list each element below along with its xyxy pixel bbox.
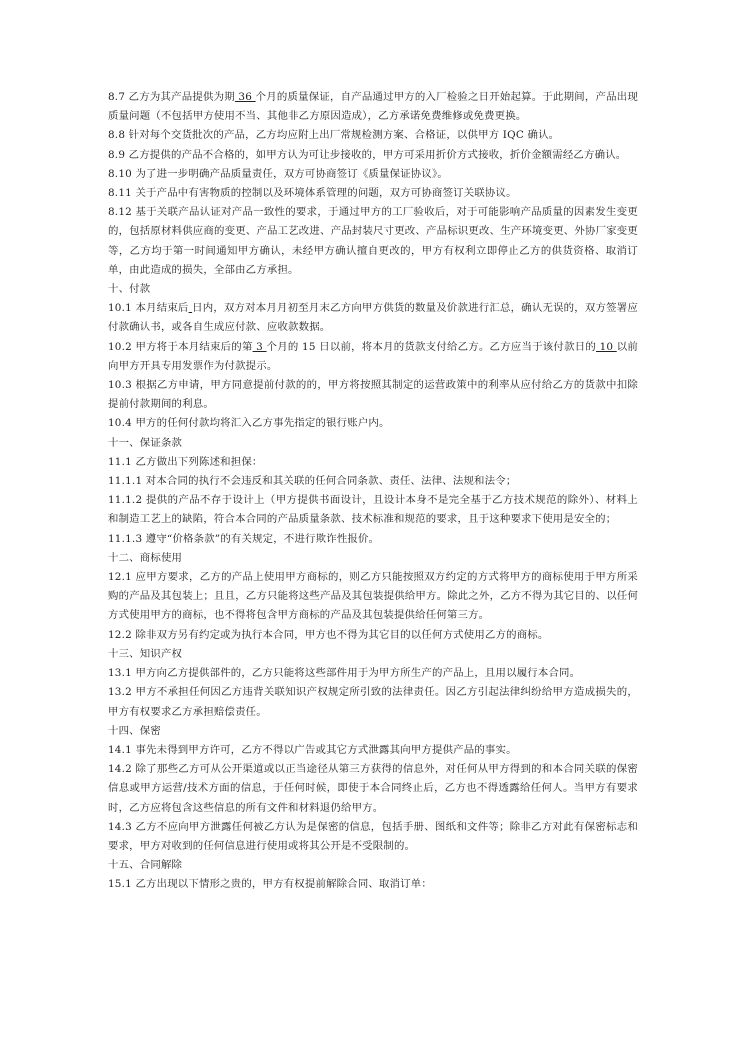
paragraph-text: 13.1 甲方向乙方提供部件的，乙方只能将这些部件用于为甲方所生产的产品上，且用以履行本合同。	[108, 667, 581, 680]
paragraph-text: 个月的 15 日以前，将本月的货款支付给乙方。乙方应当于该付款日的	[266, 340, 597, 353]
contract-paragraph	[108, 818, 638, 856]
paragraph-text: 14.1 事先未得到甲方许可，乙方不得以广告或其它方式泄露其向甲方提供产品的事实。	[108, 743, 517, 756]
contract-paragraph	[108, 856, 638, 875]
contract-paragraph	[108, 722, 638, 741]
paragraph-text: 8.8 针对每个交货批次的产品，乙方均应附上出厂常规检测方案、合格证，以供甲方 IQC 确认。	[108, 129, 560, 142]
paragraph-text: 十四、保密	[108, 724, 161, 737]
paragraph-text: 10.2 甲方将于本月结束后的第	[108, 340, 253, 353]
paragraph-text: 8.9 乙方提供的产品不合格的，如甲方认为可让步接收的，甲方可采用折价方式接收，折价金额需经乙方确认。	[108, 148, 627, 161]
contract-paragraph	[108, 472, 638, 491]
paragraph-text: 8.7 乙方为其产品提供为期	[108, 91, 235, 103]
contract-paragraph	[108, 165, 638, 184]
paragraph-text: 十五、合同解除	[108, 859, 183, 872]
paragraph-text: 14.3 乙方不应向甲方泄露任何被乙方认为是保密的信息，包括手册、图纸和文件等；除非乙方对此有保密标志和要求，甲方对收到的任何信息进行使用或将其公开是不受限制的。	[108, 820, 638, 852]
blank-field-value: 36	[234, 91, 256, 103]
contract-paragraph	[108, 184, 638, 203]
contract-paragraph	[108, 568, 638, 626]
paragraph-text: 十二、商标使用	[108, 551, 183, 564]
paragraph-text: 10.3 根据乙方申请，甲方同意提前付款的的，甲方将按照其制定的运营政策中的利率从应付给乙方的货款中扣除提前付款期间的利息。	[108, 379, 638, 411]
contract-paragraph	[108, 126, 638, 145]
paragraph-text: 十、付款	[108, 283, 151, 296]
paragraph-text: 十三、知识产权	[108, 647, 183, 660]
paragraph-text: 十一、保证条款	[108, 436, 183, 449]
contract-paragraph	[108, 146, 638, 165]
contract-paragraph	[108, 645, 638, 664]
paragraph-text: 11.1.1 对本合同的执行不会违反和其关联的任何合同条款、责任、法律、法规和法令；	[108, 475, 517, 488]
contract-paragraph	[108, 491, 638, 529]
contract-paragraph	[108, 664, 638, 683]
contract-paragraph	[108, 338, 638, 376]
paragraph-text: 日内，双方对本月月初至月末乙方向甲方供货的数量及价款进行汇总，确认无误的，双方签署应付款确认书，或各自生成应付款、应收款数据。	[108, 302, 638, 334]
paragraph-text: 8.11 关于产品中有害物质的控制以及环境体系管理的问题，双方可协商签订关联协议。	[108, 187, 517, 200]
paragraph-text: 10.4 甲方的任何付款均将汇入乙方事先指定的银行账户内。	[108, 417, 390, 430]
paragraph-text: 11.1 乙方做出下列陈述和担保：	[108, 455, 263, 468]
contract-paragraph	[108, 414, 638, 433]
contract-paragraph	[108, 530, 638, 549]
contract-paragraph	[108, 299, 638, 337]
paragraph-text: 8.10 为了进一步明确产品质量责任，双方可协商签订《质量保证协议》。	[108, 167, 448, 180]
contract-paragraph	[108, 88, 638, 126]
paragraph-text: 个月的质量保证，自产品通过甲方的入厂检验之日开始起算。于此期间，产品出现质量问题（不包括甲方使用不当、其他非乙方原因造成），乙方承诺免费维修或免费更换。	[108, 91, 638, 123]
contract-paragraph	[108, 280, 638, 299]
paragraph-text: 12.2 除非双方另有约定或为执行本合同，甲方也不得为其它目的以任何方式使用乙方的商标。	[108, 628, 549, 641]
paragraph-text: 13.2 甲方不承担任何因乙方违背关联知识产权规定所引致的法律责任。因乙方引起法律纠纷给甲方造成损失的，甲方有权要求乙方承担赔偿责任。	[108, 686, 638, 718]
contract-paragraph	[108, 760, 638, 818]
blank-field-value: 3	[252, 340, 267, 353]
contract-paragraph	[108, 741, 638, 760]
contract-body	[108, 88, 638, 895]
paragraph-text: 8.12 基于关联产品认证对产品一致性的要求，于通过甲方的工厂验收后，对于可能影响产品质量的因素发生变更的，包括原材料供应商的变更、产品工艺改进、产品封装尺寸更改、产品标识更改、生产环境变更、外协厂家变更等，乙方均于第一时间通知甲方确认，未经甲方确认擅自更改的，甲方有权利立即停止乙方的供货资格、取消订单，由此造成的损失，全部由乙方承担。	[108, 206, 638, 276]
paragraph-text: 11.1.2 提供的产品不存于设计上（甲方提供书面设计，且设计本身不是完全基于乙方技术规范的除外）、材料上和制造工艺上的缺陷，符合本合同的产品质量条款、技术标准和规范的要求，且于这种要求下使用是安全的；	[108, 494, 638, 526]
paragraph-text: 12.1 应甲方要求，乙方的产品上使用甲方商标的，则乙方只能按照双方约定的方式将甲方的商标使用于甲方所采购的产品及其包装上；且且，乙方只能将这些产品及其包装提供给甲方。除此之外，乙方不得为其它目的、以任何方式使用甲方的商标，也不得将包含甲方商标的产品及其包装提供给任何第三方。	[108, 571, 638, 622]
contract-paragraph	[108, 549, 638, 568]
blank-field-value: 10	[596, 340, 617, 353]
contract-paragraph	[108, 434, 638, 453]
contract-paragraph	[108, 626, 638, 645]
paragraph-text: 11.1.3 遵守“价格条款”的有关规定，不进行欺诈性报价。	[108, 532, 380, 545]
contract-paragraph	[108, 453, 638, 472]
contract-paragraph	[108, 875, 638, 894]
paragraph-text: 14.2 除了那些乙方可从公开渠道或以正当途径从第三方获得的信息外，对任何从甲方得到的和本合同关联的保密信息或甲方运营/技术方面的信息，于任何时候，即使于本合同终止后，乙方也不得透露给任何人。当甲方有要求时，乙方应将包含这些信息的所有文件和材料退仍给甲方。	[108, 763, 638, 814]
paragraph-text: 以前向甲方开具专用发票作为付款提示。	[108, 340, 639, 372]
contract-paragraph	[108, 376, 638, 414]
paragraph-text: 10.1 本月结束后	[108, 302, 189, 315]
contract-paragraph	[108, 203, 638, 280]
paragraph-text: 15.1 乙方出现以下情形之贵的，甲方有权提前解除合同、取消订单：	[108, 878, 432, 891]
contract-paragraph	[108, 683, 638, 721]
